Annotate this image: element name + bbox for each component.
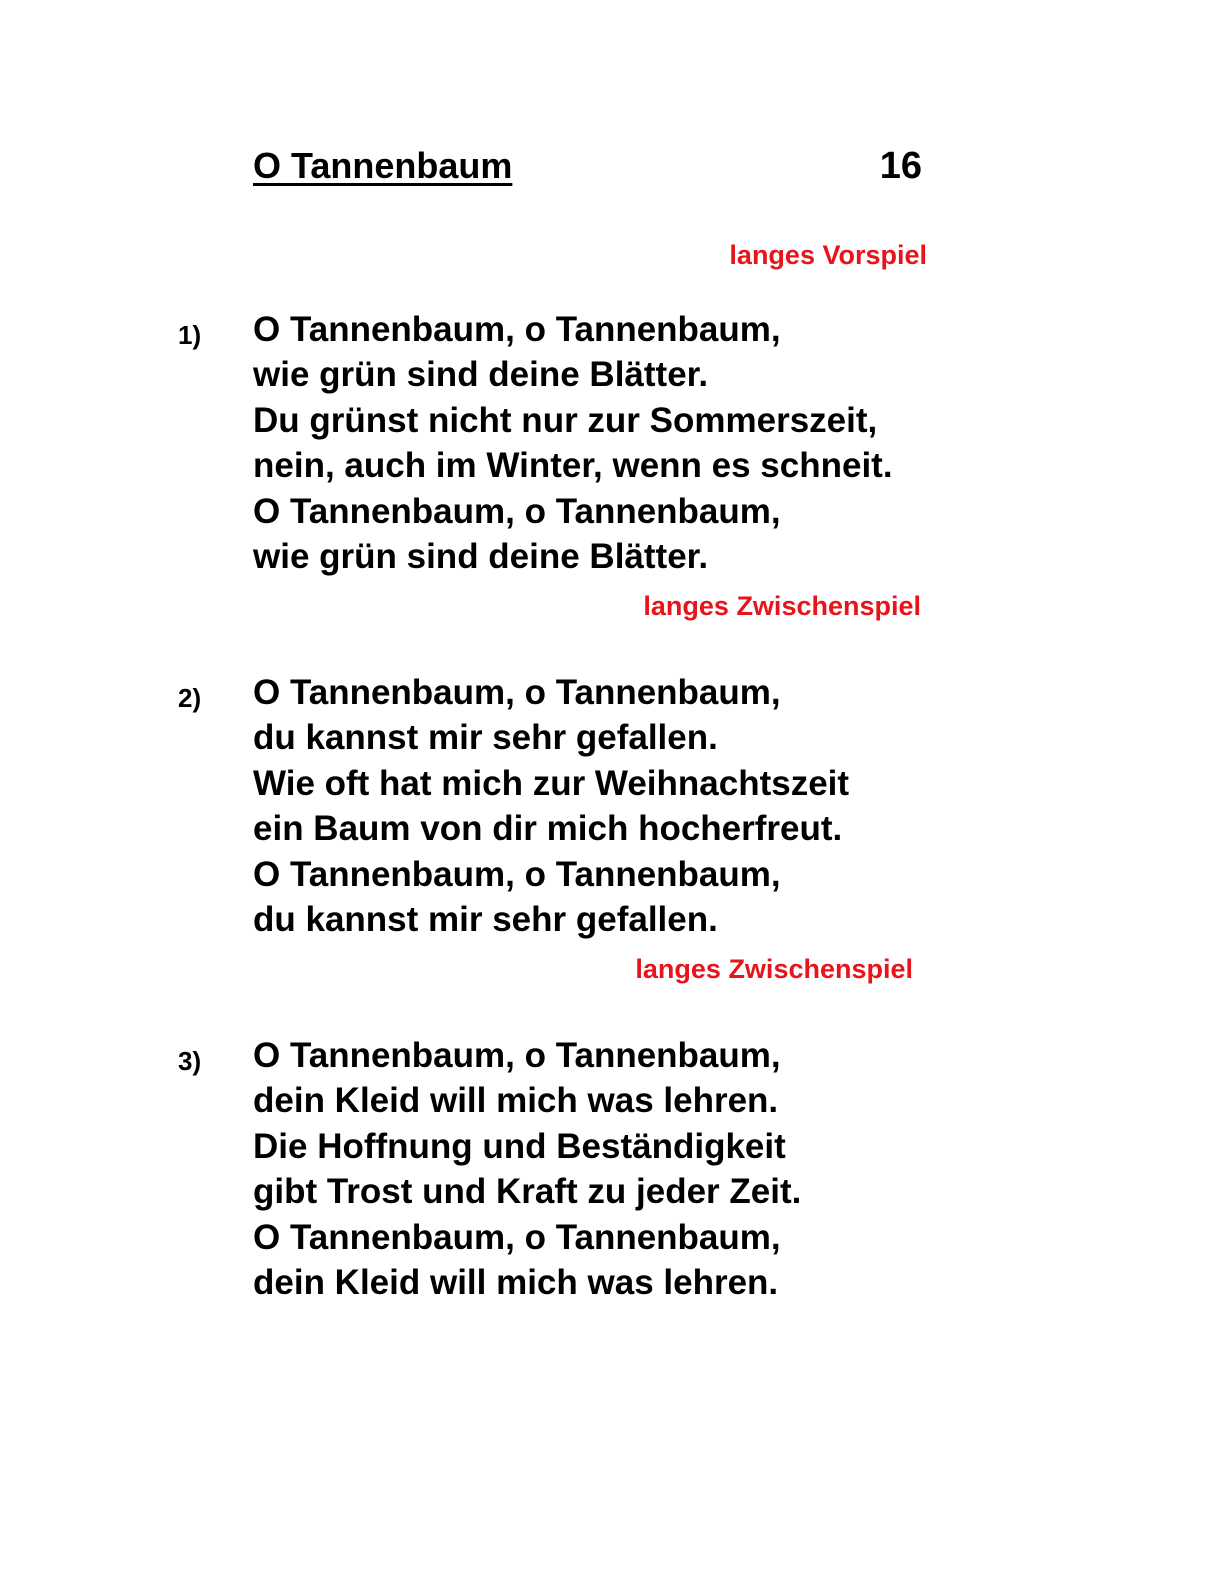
- verse-number: 3): [178, 1046, 202, 1076]
- verse-lines: [253, 307, 893, 579]
- verse-line: nein, auch im Winter, wenn es schneit.: [253, 446, 893, 486]
- verse-line: gibt Trost und Kraft zu jeder Zeit.: [253, 1172, 802, 1212]
- verse-line: dein Kleid will mich was lehren.: [253, 1081, 779, 1121]
- verse-line: du kannst mir sehr gefallen.: [253, 900, 718, 940]
- interlude-instruction: langes Zwischenspiel: [635, 954, 913, 984]
- verse-number: 2): [178, 683, 202, 713]
- verse-lines: [253, 1033, 801, 1305]
- verse-line: O Tannenbaum, o Tannenbaum,: [253, 1217, 781, 1257]
- prelude-instruction: langes Vorspiel: [729, 240, 927, 270]
- verse-line: ein Baum von dir mich hocherfreut.: [253, 809, 843, 849]
- interlude-instruction: langes Zwischenspiel: [643, 591, 921, 621]
- verse-lines: [253, 670, 849, 942]
- verse-line: O Tannenbaum, o Tannenbaum,: [253, 1036, 781, 1075]
- song-page-number: 16: [879, 145, 922, 187]
- song-title: O Tannenbaum: [253, 145, 513, 186]
- verse-line: Wie oft hat mich zur Weihnachtszeit: [253, 763, 850, 803]
- verse-line: Die Hoffnung und Beständigkeit: [253, 1126, 786, 1166]
- verse-line: O Tannenbaum, o Tannenbaum,: [253, 491, 781, 531]
- verse-line: du kannst mir sehr gefallen.: [253, 718, 718, 758]
- verse-line: wie grün sind deine Blätter.: [253, 537, 709, 577]
- verse-line: O Tannenbaum, o Tannenbaum,: [253, 673, 781, 712]
- verse-line: wie grün sind deine Blätter.: [253, 355, 709, 395]
- verse-line: Du grünst nicht nur zur Sommerszeit,: [253, 400, 878, 440]
- verse-line: O Tannenbaum, o Tannenbaum,: [253, 854, 781, 894]
- verse-line: O Tannenbaum, o Tannenbaum,: [253, 310, 781, 349]
- verse-number: 1): [178, 320, 202, 350]
- verse-line: dein Kleid will mich was lehren.: [253, 1263, 779, 1303]
